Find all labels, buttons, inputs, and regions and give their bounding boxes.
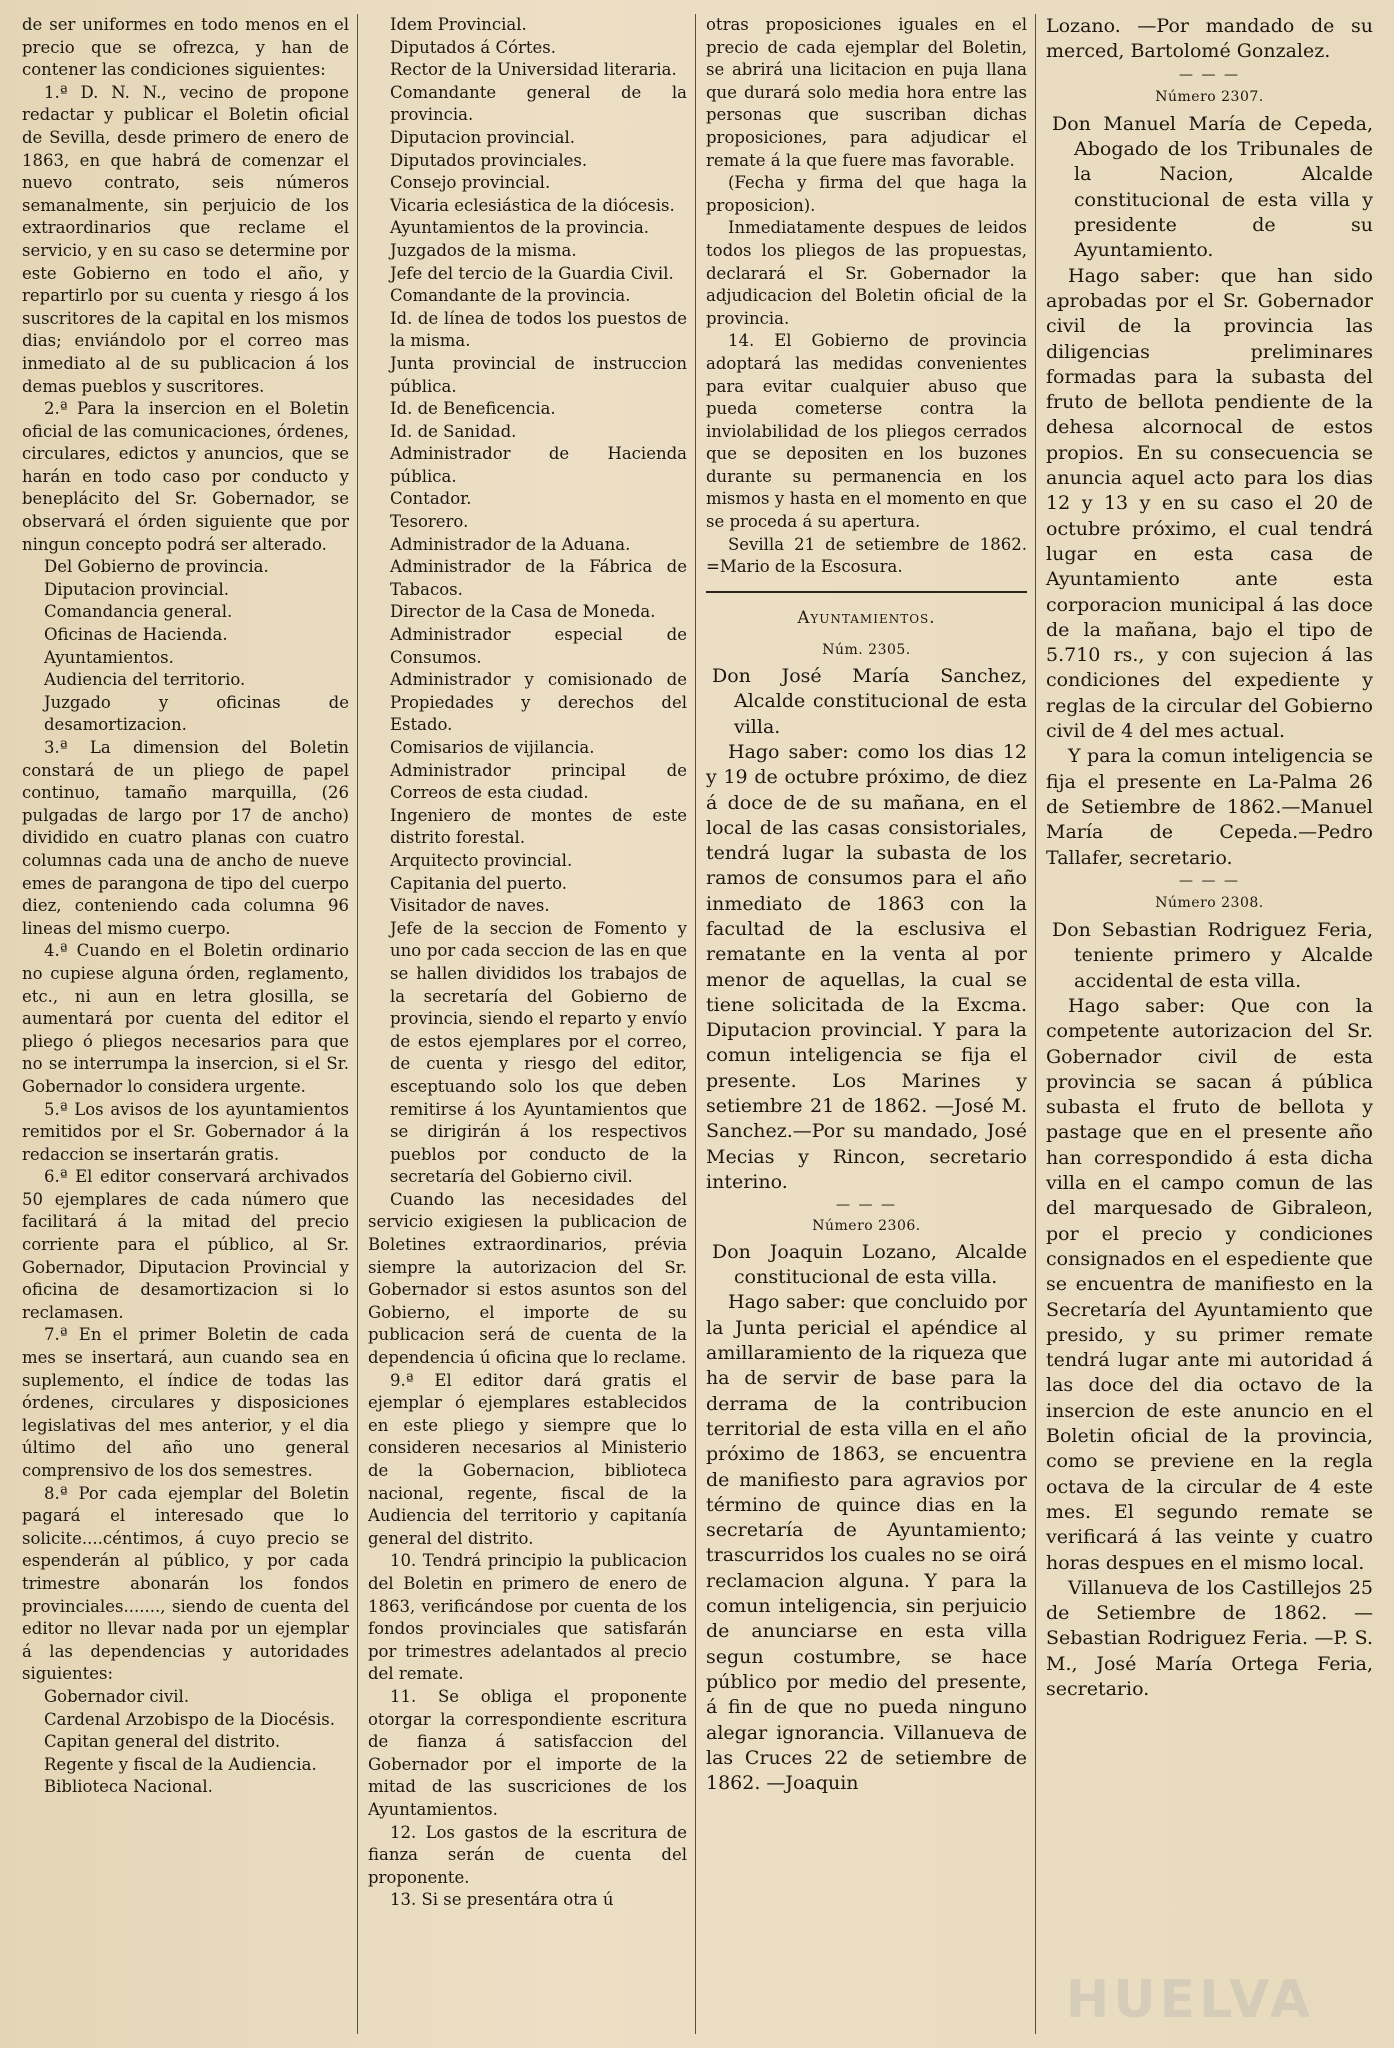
condition-10: 10. Tendrá principio la publicacion del Boletin en primero de enero de 1863, verificándose por cuenta de los fondos provinciales que satisfarán por trimestres adelantados al precio del remate.: [368, 1551, 687, 1684]
notice-heading: Don Sebastian Rodriguez Feria, teniente primero y Alcalde accidental de esta villa.: [1052, 919, 1373, 992]
list-item: Diputados á Córtes.: [390, 37, 557, 57]
list-item: Director de la Casa de Moneda.: [390, 602, 656, 622]
notice-number: Número 2306.: [812, 1218, 921, 1235]
list-item: Tesorero.: [390, 512, 469, 532]
condition-2: 2.ª Para la insercion en el Boletin oficial de las comunicaciones, órdenes, circulares, edictos y anuncios, que se harán en todo caso por conducto y beneplácito del Sr. Gobernador, se observará el órden siguiente que por ningun concepto podrá ser alterado.: [22, 399, 349, 554]
paragraph: Lozano. —Por mandado de su merced, Bartolomé Gonzalez.: [1046, 15, 1373, 63]
list-item: Diputacion provincial.: [44, 579, 229, 599]
condition-6: 6.ª El editor conservará archivados 50 ejemplares de cada número que facilitará á la mitad del precio corriente para el público, al Sr. Gobernador, Diputacion Provincial y oficina de desamortizacion si lo reclamasen.: [22, 1167, 349, 1322]
condition-13: 13. Si se presentára otra ú: [390, 1890, 614, 1910]
condition-8: 8.ª Por cada ejemplar del Boletin pagará el interesado que lo solicite....céntimos, á cuyo precio se espenderán al público, y por cada trimestre abonarán los fondos provinciales......., siendo de cuenta del editor no llevar nada por un ejemplar á las dependencias y autoridades siguientes:: [22, 1483, 349, 1684]
list-item: Cardenal Arzobispo de la Diocésis.: [44, 1709, 335, 1729]
condition-5: 5.ª Los avisos de los ayuntamientos remitidos por el Sr. Gobernador á la redaccion se insertarán gratis.: [22, 1099, 349, 1164]
list-item: Ayuntamientos de la provincia.: [390, 218, 650, 238]
column-3: [696, 14, 1036, 2034]
list-item: Diputacion provincial.: [390, 127, 575, 147]
list-item: Gobernador civil.: [44, 1686, 190, 1706]
condition-3: 3.ª La dimension del Boletin constará de un pliego de papel continuo, tamaño marquilla, (26 pulgadas de largo por 17 de ancho) dividido en cuatro planas con cuatro columnas cada una de ancho de nueve emes de parangona de tipo del cuerpo diez, conteniendo cada columna 96 lineas del mismo cuerpo.: [22, 738, 349, 938]
condition-11: 11. Se obliga el proponente otorgar la correspondiente escritura de fianza á satisfaccion del Gobernador por el importe de la mitad de las suscriciones de los Ayuntamientos.: [368, 1686, 687, 1819]
list-item: Administrador especial de Consumos.: [390, 625, 687, 667]
list-item: Comandancia general.: [44, 602, 233, 622]
list-item: Administrador de Hacienda pública.: [390, 444, 687, 486]
notice-heading: Don José María Sanchez, Alcalde constitucional de esta villa.: [712, 665, 1027, 738]
list-item: Id. de Beneficencia.: [390, 399, 556, 419]
column-2: [358, 14, 696, 2034]
list-item: Id. de línea de todos los puestos de la misma.: [390, 308, 687, 351]
list-item: Rector de la Universidad literaria.: [390, 60, 677, 80]
separator: — — —: [836, 1197, 897, 1214]
notice-number: Número 2307.: [1155, 88, 1264, 105]
list-item: Capitania del puerto.: [390, 873, 567, 893]
condition-9: 9.ª El editor dará gratis el ejemplar ó ejemplares establecidos en este pliego y siempre que lo consideren necesarios al Ministerio de la Gobernacion, biblioteca nacional, regente, fiscal de la Audiencia del territorio y capitanía general del distrito.: [368, 1370, 687, 1548]
condition-4: 4.ª Cuando en el Boletin ordinario no cupiese alguna órden, reglamento, etc., ni aun en letra glosilla, se aumentará por cuenta del editor el pliego ó pliegos necesarios para que no se interrumpa la insercion, si el Sr. Gobernador lo considera urgente.: [22, 941, 349, 1096]
separator: — — —: [1179, 66, 1240, 83]
paragraph: Inmediatamente despues de leidos todos los pliegos de las propuestas, declarará el Sr. Gobernador la adjudicacion del Boletin oficial de la provincia.: [706, 218, 1027, 328]
condition-14: 14. El Gobierno de provincia adoptará las medidas convenientes para evitar cualquier abuso que pueda cometerse contra la inviolabilidad de los pliegos cerrados que se depositen en los buzones durante su permanencia en los mismos y hasta en el momento en que se proceda á su apertura.: [706, 331, 1027, 532]
notice-heading: Don Joaquin Lozano, Alcalde constitucional de esta villa.: [712, 1240, 1027, 1289]
list-item: Contador.: [390, 489, 472, 509]
notice-body: Hago saber: que concluido por la Junta pericial el apéndice al amillaramiento de la riqueza que ha de servir de base para la derrama de la contribucion territorial de esta villa en el año próximo de 1863, se encuentra de manifiesto para agravios por término de quince dias en la secretaría de Ayuntamiento; trascurridos los cuales no se oirá reclamacion alguna. Y para la comun inteligencia, sin perjuicio de anunciarse en esta villa segun costumbre, se hace público por medio del presente, á fin de que no pueda ninguno alegar ignorancia. Villanueva de las Cruces 22 de setiembre de 1862. —Joaquin: [706, 1291, 1027, 1795]
list-item: Junta provincial de instruccion pública.: [390, 353, 687, 396]
paragraph: de ser uniformes en todo menos en el precio que se ofrezca, y han de contener las condiciones siguientes:: [22, 15, 349, 80]
section-divider: [706, 591, 1027, 593]
signature: Sevilla 21 de setiembre de 1862. =Mario de la Escosura.: [706, 534, 1027, 577]
list-item: Capitan general del distrito.: [44, 1732, 281, 1752]
list-item: Diputados provinciales.: [390, 150, 588, 170]
list-item: Juzgado y oficinas de desamortizacion.: [44, 692, 349, 735]
list-item: Consejo provincial.: [390, 173, 551, 193]
list-item: Del Gobierno de provincia.: [44, 557, 269, 577]
list-item: Oficinas de Hacienda.: [44, 625, 228, 645]
list-item: Biblioteca Nacional.: [44, 1777, 213, 1797]
list-item: Administrador de la Fábrica de Tabacos.: [390, 557, 687, 599]
list-item: Jefe de la seccion de Fomento y uno por cada seccion de las en que se hallen divididos los trabajos de la secretaría del Gobierno de provincia, siendo el reparto y envío de estos ejemplares por el correo, de cuenta y riesgo del editor, esceptuando solo los que deben remitirse á los Ayuntamientos que se dirigirán á los respectivos pueblos por conducto de la secretaría del Gobierno civil.: [390, 918, 687, 1187]
list-item: Idem Provincial.: [390, 15, 527, 34]
paragraph: otras proposiciones iguales en el precio de cada ejemplar del Boletin, se abrirá una licitacion en puja llana que durará solo media hora entre las personas que suscriban dichas proposiciones, para adjudicar el remate á la que fuere mas favorable.: [706, 15, 1027, 170]
notice-number: Núm. 2305.: [822, 642, 911, 659]
condition-1: 1.ª D. N. N., vecino de propone redactar y publicar el Boletin oficial de Sevilla, desde primero de enero de 1863, en que habrá de comenzar el nuevo contrato, seis números semanalmente, sin perjuicio de los extraordinarios que reclame el servicio, y en su caso se determine por este Gobierno en todo el año, y repartirlo por su cuenta y riesgo á los suscritores de la capital en los mismos dias; enviándolo por el correo mas inmediato al de su publicacion á los demas pueblos y suscritores.: [22, 82, 349, 396]
list-item: Vicaria eclesiástica de la diócesis.: [390, 195, 675, 215]
list-item: Visitador de naves.: [390, 896, 550, 916]
notice-heading: Don Manuel María de Cepeda, Abogado de los Tribunales de la Nacion, Alcalde constitucional de esta villa y presidente de su Ayuntamiento.: [1052, 112, 1373, 262]
list-item: Regente y fiscal de la Audiencia.: [44, 1754, 317, 1774]
list-item: Comandante de la provincia.: [390, 286, 631, 306]
list-item: Jefe del tercio de la Guardia Civil.: [390, 263, 674, 283]
recipients-list: [368, 14, 687, 1189]
column-4: [1036, 14, 1373, 2034]
column-1: [22, 14, 358, 2034]
paragraph: Cuando las necesidades del servicio exigiesen la publicacion de Boletines extraordinarios, prévia siempre la autorizacion del Sr. Gobernador si estos asuntos son del Gobierno, el importe de su publicacion será de cuenta de la dependencia ú oficina que lo reclame.: [368, 1189, 687, 1368]
list-item: Ayuntamientos.: [44, 647, 174, 667]
list-item: Audiencia del territorio.: [44, 670, 246, 690]
list-item: Comandante general de la provincia.: [390, 82, 687, 125]
separator: — — —: [1179, 872, 1240, 889]
condition-12: 12. Los gastos de la escritura de fianza serán de cuenta del proponente.: [368, 1822, 687, 1887]
notice-body: Y para la comun inteligencia se fija el presente en La-Palma 26 de Setiembre de 1862.—Manuel María de Cepeda.—Pedro Tallafer, secretario.: [1046, 745, 1373, 869]
list-item: Juzgados de la misma.: [390, 240, 577, 260]
list-item: Ingeniero de montes de este distrito forestal.: [390, 805, 687, 848]
list-item: Administrador principal de Correos de esta ciudad.: [390, 760, 687, 803]
columns: [22, 14, 1374, 2034]
notice-body: Hago saber: como los dias 12 y 19 de octubre próximo, de diez á doce de de su mañana, en el local de las casas consistoriales, tendrá lugar la subasta de los ramos de consumos para el año inmediato de 1863 con la facultad de la esclusiva el rematante en la venta al por menor de aquellas, la cual se tiene solicitada de la Excma. Diputacion provincial. Y para la comun inteligencia se fija el presente. Los Marines y setiembre 21 de 1862. —José M. Sanchez.—Por su mandado, José Mecias y Rincon, secretario interino.: [706, 740, 1027, 1193]
notice-body: Hago saber: Que con la competente autorizacion del Sr. Gobernador civil de esta provincia se sacan á pública subasta el fruto de bellota y pastage que en el presente año han correspondido á esta dicha villa en el campo comun de las del marquesado de Gibraleon, por el precio y condiciones consignados en el espediente que se encuentra de manifiesto en la Secretaría del Ayuntamiento que presido, y su primer remate tendrá lugar ante mi autoridad á las doce del dia octavo de la insercion de este anuncio en el Boletin oficial de la provincia, como se previene en la regla octava de la circular de 4 este mes. El segundo remate se verificará á las veinte y cuatro horas despues en el mismo local.: [1046, 994, 1373, 1574]
list-item: Comisarios de vijilancia.: [390, 738, 595, 757]
list-item: Arquitecto provincial.: [390, 850, 573, 870]
list-item: Administrador y comisionado de Propiedades y derechos del Estado.: [390, 670, 687, 735]
notice-number: Número 2308.: [1155, 894, 1264, 911]
archive-watermark: HUELVA: [1065, 1970, 1314, 2030]
notice-body: Hago saber: que han sido aprobadas por el Sr. Gobernador civil de la provincia las diligencias preliminares formadas para la subasta del fruto de bellota pendiente de la dehesa alcornocal de estos propios. En su consecuencia se anuncia aquel acto para los dias 12 y 13 y en su caso el 20 de octubre próximo, el cual tendrá lugar en esta casa de Ayuntamiento ante esta corporacion municipal á las doce de la mañana, bajo el tipo de 5.710 rs., y con sujecion á las condiciones del expediente y reglas de la circular del Gobierno civil de 4 del mes actual.: [1046, 264, 1373, 743]
signature: Villanueva de los Castillejos 25 de Setiembre de 1862. —Sebastian Rodriguez Feria. —P. S. M., José María Ortega Feria, secretario.: [1046, 1576, 1373, 1700]
list-item: Id. de Sanidad.: [390, 421, 517, 441]
list-item: Administrador de la Aduana.: [390, 534, 631, 554]
paragraph: (Fecha y firma del que haga la proposicion).: [706, 173, 1027, 215]
section-heading: Ayuntamientos.: [797, 607, 936, 627]
condition-7: 7.ª En el primer Boletin de cada mes se insertará, aun cuando sea en suplemento, el índice de todas las órdenes, circulares y disposiciones legislativas del mes anterior, y el dia último del año uno general comprensivo de los dos semestres.: [22, 1325, 349, 1480]
